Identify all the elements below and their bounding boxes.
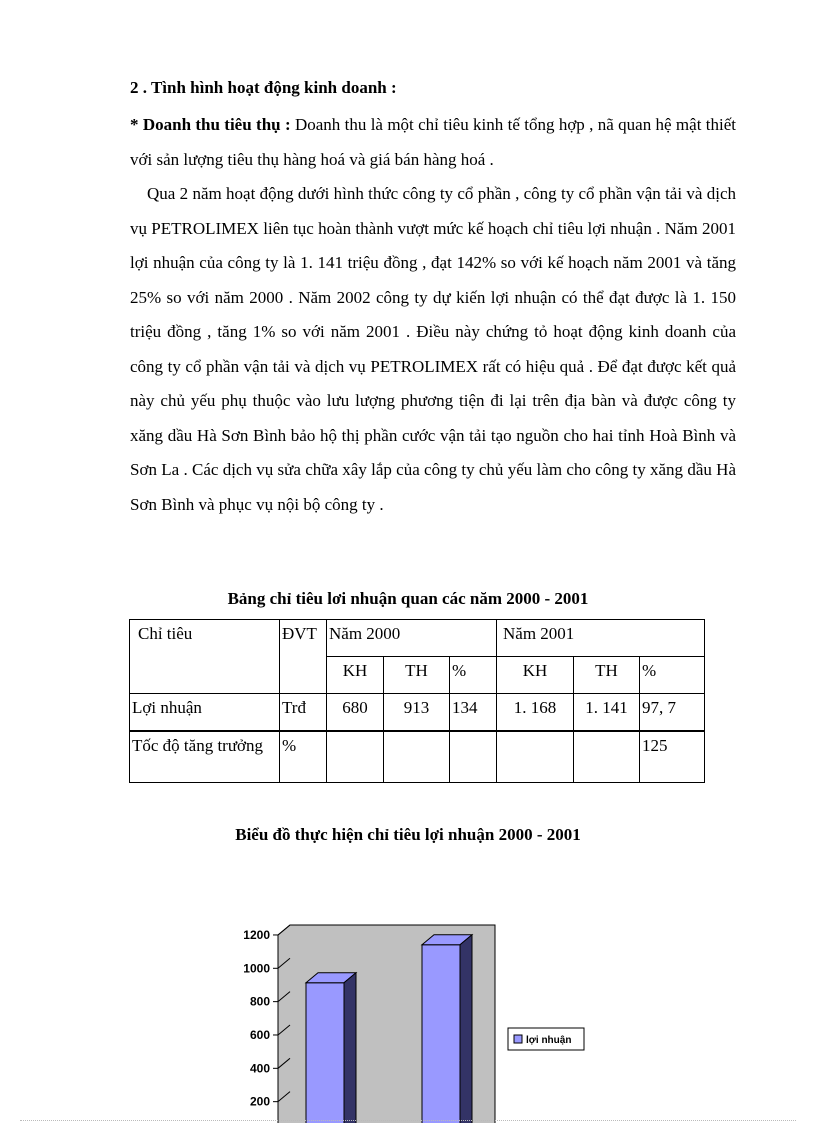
header-unit: ĐVT	[280, 620, 327, 694]
table-cell	[384, 731, 450, 783]
revenue-paragraph	[130, 108, 736, 177]
row-unit: Trđ	[280, 694, 327, 732]
y-tick-label: 400	[249, 1061, 270, 1076]
subheader-cell: KH	[497, 657, 574, 694]
bar-2001	[422, 945, 460, 1123]
subheader-cell: %	[450, 657, 497, 694]
table-cell	[574, 731, 640, 783]
body-paragraph: Qua 2 năm hoạt động dưới hình thức công ty cổ phần , công ty cổ phần vận tải và dịch vụ PETROLIMEX liên tục hoàn thành vượt mức kế hoạch chỉ tiêu lợi nhuận . Năm 2001 lợi nhuận của công ty là 1. 141 triệu đồng , đạt 142% so với kế hoạch năm 2001 và tăng 25% so với năm 2000 . Năm 2002 công ty dự kiến lợi nhuận có thể đạt được là 1. 150 triệu đồng , tăng 1% so với năm 2001 . Điều này chứng tỏ hoạt động kinh doanh của công ty cổ phần vận tải và dịch vụ PETROLIMEX rất có hiệu quả . Để đạt được kết quả này chủ yếu phụ thuộc vào lưu lượng phương tiện đi lại trên địa bàn và được công ty xăng dầu Hà Sơn Bình bảo hộ thị phần cước vận tải tạo nguồn cho hai tỉnh Hoà Bình và Sơn La . Các dịch vụ sửa chữa xây lắp của công ty chủ yếu làm cho công ty xăng dầu Hà Sơn Bình và phục vụ nội bộ công ty .	[130, 184, 736, 514]
profit-bar-chart	[228, 895, 598, 1123]
table-cell	[450, 731, 497, 783]
table-header-row	[130, 620, 705, 657]
y-tick-label: 800	[249, 994, 270, 1009]
table-cell: 97, 7	[640, 694, 705, 732]
profit-table	[129, 619, 705, 783]
y-tick-label: 1200	[243, 927, 270, 942]
bar-2000	[306, 983, 344, 1123]
row-label: Tốc độ tăng trưởng	[130, 731, 280, 783]
row-unit: %	[280, 731, 327, 783]
table-cell: 134	[450, 694, 497, 732]
revenue-text: Doanh thu là một chỉ tiêu kinh tế tổng hợp , nã quan hệ mật thiết với sản lượng tiêu thụ hàng hoá và giá bán hàng hoá .	[130, 115, 736, 169]
table-cell	[327, 731, 384, 783]
subheader-cell: TH	[574, 657, 640, 694]
header-year-2000: Năm 2000	[327, 620, 497, 657]
table-cell: 913	[384, 694, 450, 732]
subheader-cell: TH	[384, 657, 450, 694]
table-row-profit	[130, 694, 705, 732]
table-row-growth	[130, 731, 705, 783]
table-cell	[497, 731, 574, 783]
legend-swatch	[514, 1035, 522, 1043]
table-cell: 1. 141	[574, 694, 640, 732]
table-cell: 1. 168	[497, 694, 574, 732]
table-title: Bảng chỉ tiêu lơi nhuận quan các năm 2000 - 2001	[227, 589, 589, 608]
y-tick-label: 600	[249, 1027, 270, 1042]
subheader-cell: KH	[327, 657, 384, 694]
table-cell: 680	[327, 694, 384, 732]
row-label: Lợi nhuận	[130, 694, 280, 732]
header-indicator: Chỉ tiêu	[130, 620, 280, 694]
legend-label: lợi nhuận	[526, 1035, 572, 1046]
revenue-label: * Doanh thu tiêu thụ :	[130, 115, 291, 134]
bar-side-2000	[344, 973, 356, 1123]
section-heading: 2 . Tình hình hoạt động kinh doanh :	[130, 78, 397, 97]
y-tick-label: 1000	[243, 961, 270, 976]
bar-side-2001	[460, 935, 472, 1123]
table-cell: 125	[640, 731, 705, 783]
subheader-cell: %	[640, 657, 705, 694]
y-tick-label: 200	[249, 1094, 270, 1109]
header-year-2001: Năm 2001	[497, 620, 705, 657]
page-edge	[20, 1120, 796, 1121]
chart-title: Biểu đồ thực hiện chỉ tiêu lợi nhuận 2000 - 2001	[235, 825, 581, 844]
